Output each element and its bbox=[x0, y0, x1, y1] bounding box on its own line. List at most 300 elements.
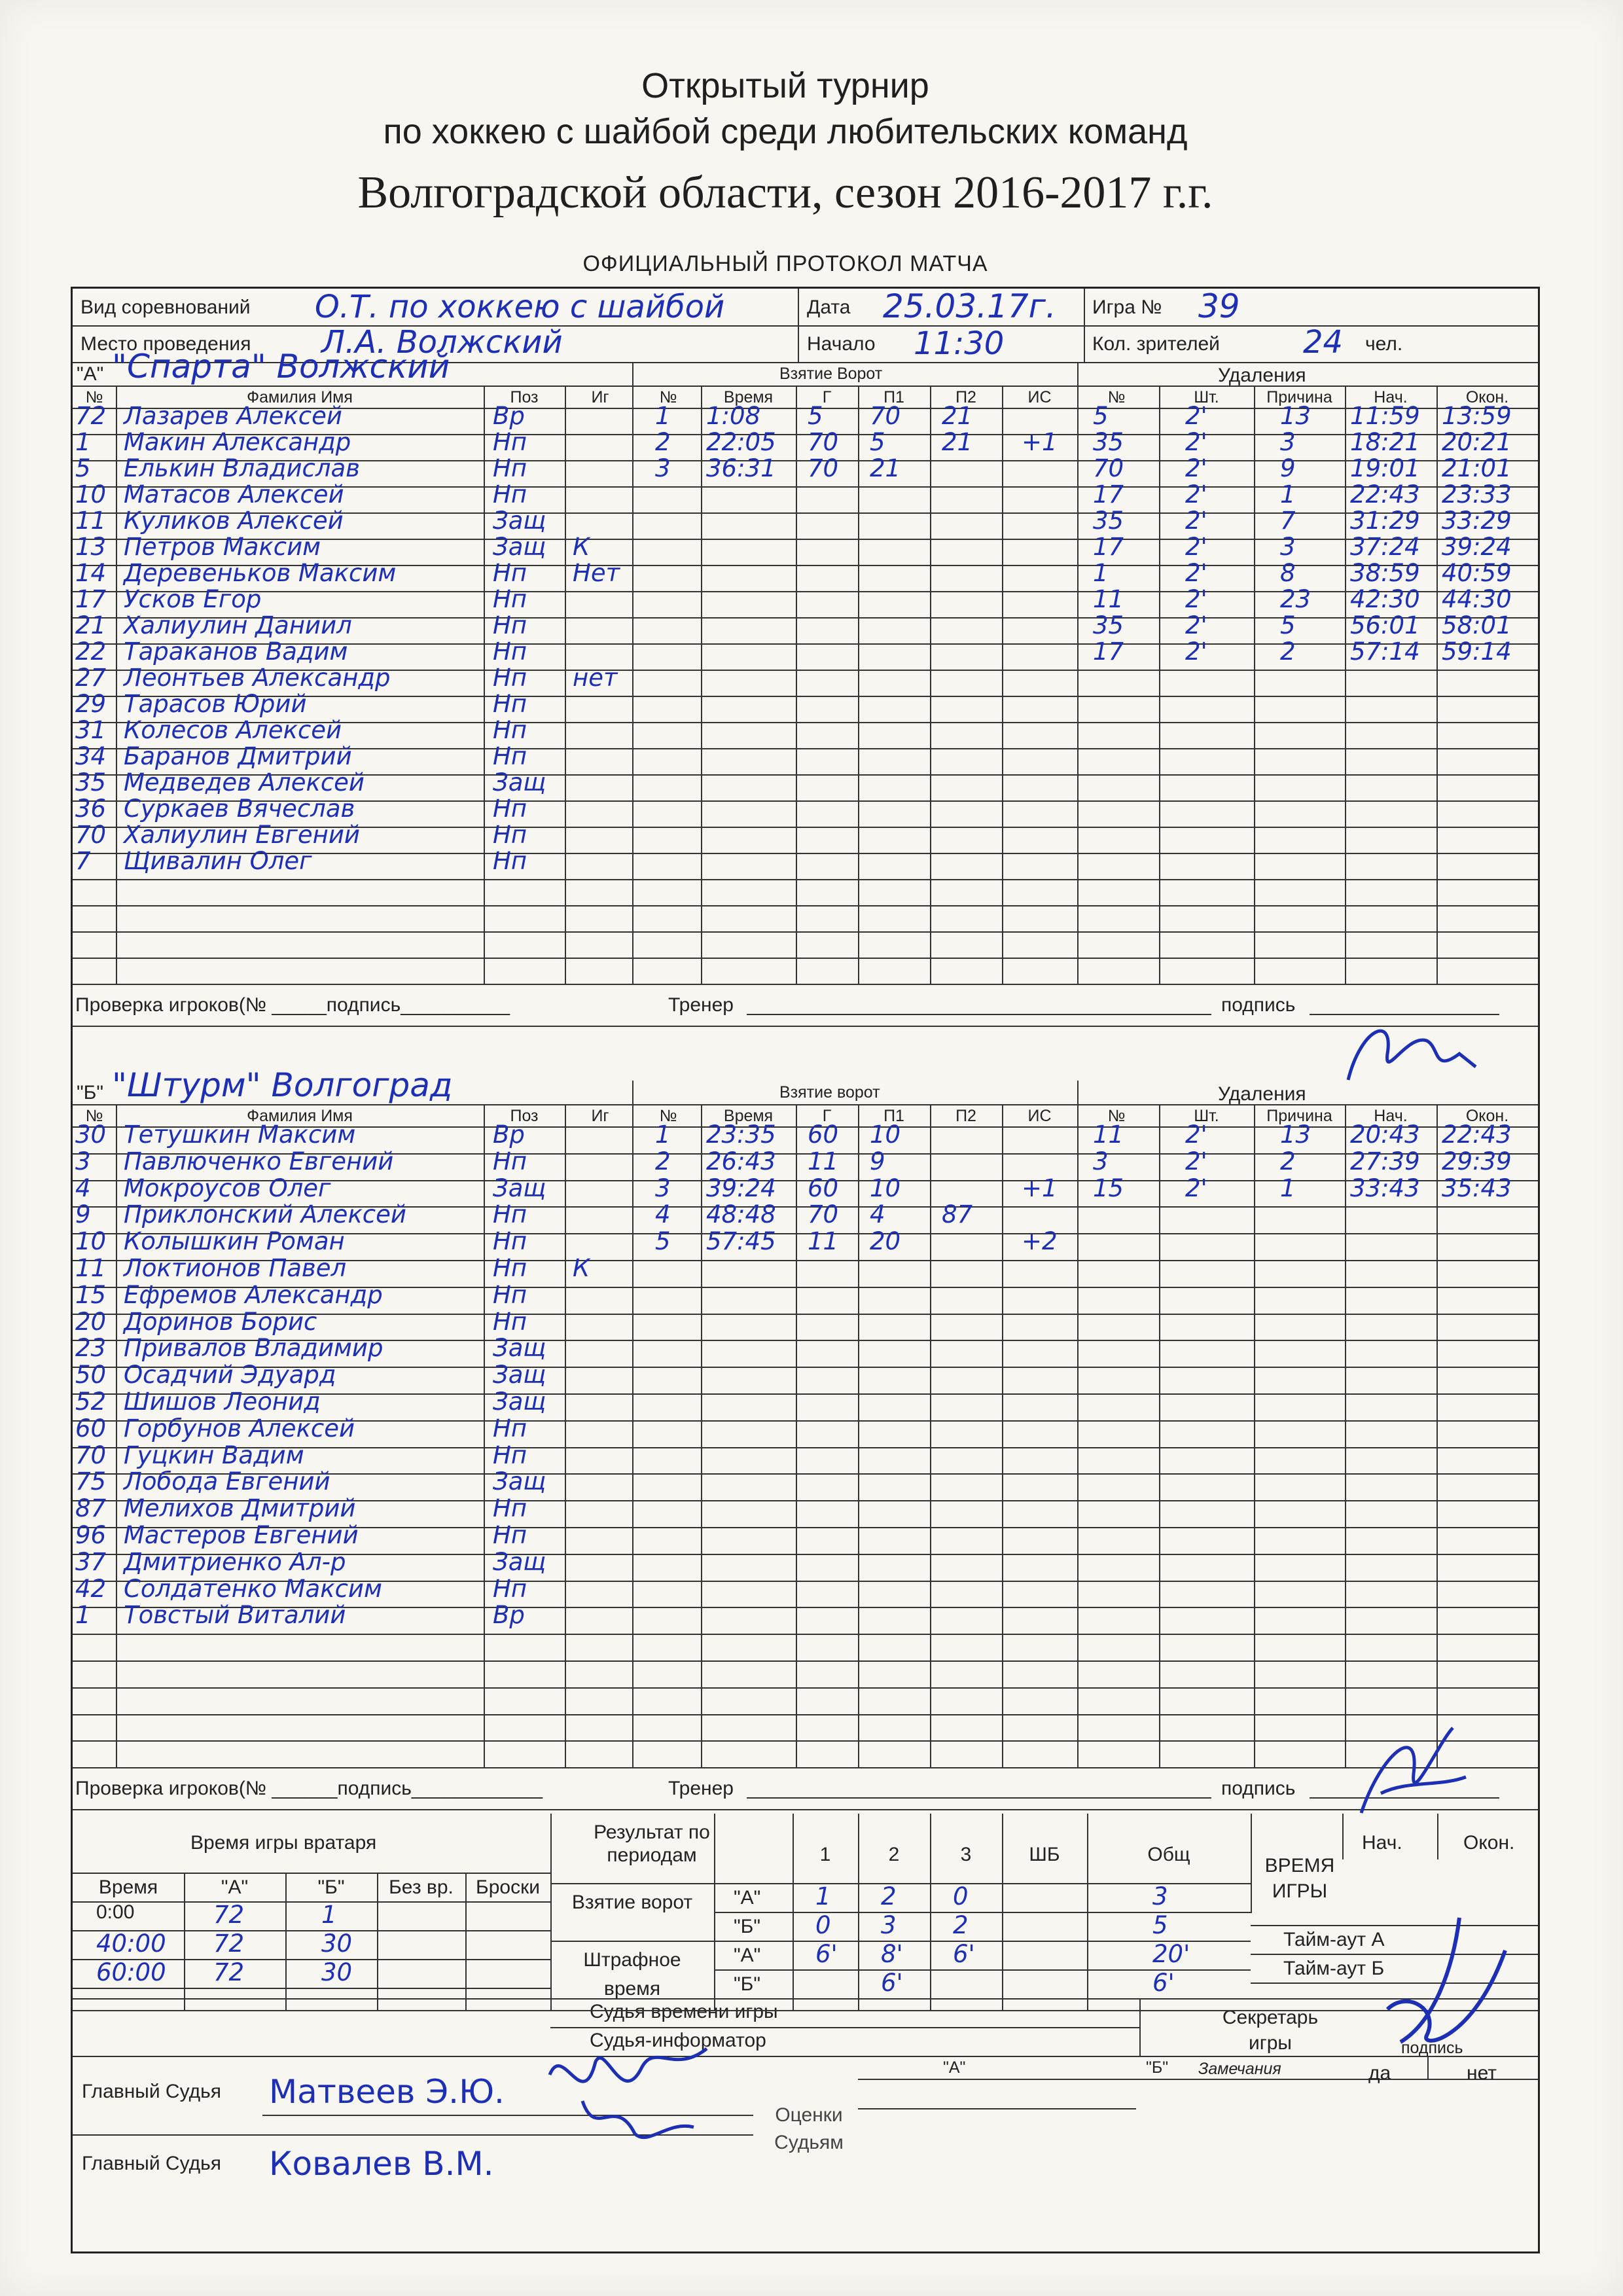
rule-line bbox=[798, 289, 799, 362]
game-label: Игра № bbox=[1092, 296, 1162, 318]
penalty-end: 35:43 bbox=[1442, 1174, 1512, 1202]
player-number: 1 bbox=[75, 428, 91, 456]
team_a-col-played: Иг bbox=[591, 388, 609, 406]
goal-number: 3 bbox=[655, 1174, 671, 1202]
player-number: 31 bbox=[75, 716, 107, 744]
date-value: 25.03.17г. bbox=[883, 287, 1056, 325]
player-number: 5 bbox=[75, 454, 91, 482]
player-mark: нет bbox=[573, 664, 618, 692]
goalie-col-header: "Б" bbox=[317, 1876, 345, 1898]
penalty-start: 37:24 bbox=[1350, 533, 1420, 561]
results-title: Результат по периодам bbox=[594, 1821, 710, 1866]
penalty-minutes: 2' bbox=[1185, 428, 1207, 456]
player-name: Осадчий Эдуард bbox=[124, 1361, 336, 1390]
player-number: 7 bbox=[75, 847, 91, 875]
team_b-col-played: Иг bbox=[591, 1107, 609, 1125]
penalty-end: 39:24 bbox=[1442, 533, 1512, 561]
player-number: 29 bbox=[75, 690, 107, 718]
goal-scorer: 60 bbox=[808, 1121, 839, 1149]
goal-scorer: 60 bbox=[808, 1174, 839, 1202]
player-name: Лазарев Алексей bbox=[124, 402, 342, 430]
player-number: 96 bbox=[75, 1521, 107, 1549]
goal-time: 48:48 bbox=[706, 1200, 776, 1229]
player-position: Нп bbox=[493, 690, 527, 718]
player-position: Защ bbox=[493, 1174, 546, 1202]
team_b-letter: "Б" bbox=[77, 1082, 103, 1103]
team_a-col-goal-g: Г bbox=[822, 388, 832, 406]
goal-time: 36:31 bbox=[706, 454, 776, 482]
penalty-minutes: 2' bbox=[1185, 402, 1207, 430]
team_a-header-line bbox=[73, 386, 1538, 387]
penalty-end: 33:29 bbox=[1442, 507, 1512, 535]
player-name: Леонтьев Александр bbox=[124, 664, 391, 692]
player-name: Матасов Алексей bbox=[124, 480, 344, 509]
penalty-reason: 3 bbox=[1280, 428, 1296, 456]
player-position: Нп bbox=[493, 821, 527, 849]
team_b-column-line bbox=[116, 1104, 117, 1767]
goal-assist-1: 5 bbox=[870, 428, 885, 456]
game-value: 39 bbox=[1198, 287, 1240, 325]
player-number: 20 bbox=[75, 1307, 107, 1336]
team_b-column-line bbox=[858, 1104, 859, 1767]
player-number: 10 bbox=[75, 1227, 107, 1256]
player-number: 14 bbox=[75, 559, 107, 587]
player-position: Нп bbox=[493, 1280, 527, 1309]
second-referee-label: Главный Судья bbox=[82, 2153, 221, 2174]
venue-label: Место проведения bbox=[80, 333, 251, 355]
secretary-label: Секретарь игры bbox=[1222, 2007, 1319, 2054]
player-name: Лобода Евгений bbox=[124, 1467, 330, 1496]
player-position: Нп bbox=[493, 795, 527, 823]
penalty-end: 23:33 bbox=[1442, 480, 1512, 509]
player-number: 21 bbox=[75, 611, 107, 639]
goal-time: 26:43 bbox=[706, 1147, 776, 1175]
rule-line bbox=[1084, 289, 1085, 362]
player-number: 22 bbox=[75, 637, 107, 666]
player-number: 1 bbox=[75, 1601, 91, 1630]
team_a-col-name: Фамилия Имя bbox=[247, 388, 353, 406]
goalie-line bbox=[73, 1873, 550, 1874]
penalty-reason: 2 bbox=[1280, 637, 1296, 666]
player-name: Мелихов Дмитрий bbox=[124, 1494, 356, 1523]
player-name: Шишов Леонид bbox=[124, 1388, 321, 1416]
period-header: 3 bbox=[960, 1844, 972, 1865]
goal-assist-1: 9 bbox=[870, 1147, 885, 1175]
team_b-col-name: Фамилия Имя bbox=[247, 1107, 353, 1125]
player-name: Медведев Алексей bbox=[124, 768, 365, 797]
protocol-title: ОФИЦИАЛЬНЫЙ ПРОТОКОЛ МАТЧА bbox=[582, 251, 988, 276]
goal-number: 1 bbox=[655, 402, 671, 430]
penalty-start: 42:30 bbox=[1350, 585, 1420, 613]
goal-number: 2 bbox=[655, 428, 671, 456]
team_b-column-line bbox=[1002, 1104, 1003, 1767]
team_b-col-goal-p2: П2 bbox=[955, 1107, 976, 1125]
penalty-end: 21:01 bbox=[1442, 454, 1512, 482]
player-name: Ефремов Александр bbox=[124, 1280, 383, 1309]
results-value: 0 bbox=[815, 1911, 831, 1939]
secretary-split bbox=[1139, 1998, 1141, 2056]
results-value: 2 bbox=[953, 1911, 969, 1939]
results-value: 6' bbox=[881, 1969, 903, 1997]
team_a-col-goal-p2: П2 bbox=[955, 388, 976, 406]
player-number: 3 bbox=[75, 1147, 91, 1175]
team_b-split-penalties bbox=[1077, 1081, 1079, 1767]
player-name: Привалов Владимир bbox=[124, 1334, 383, 1363]
player-position: Нп bbox=[493, 559, 527, 587]
goalie-team-a: 72 bbox=[213, 1958, 245, 1986]
player-name: Тетушкин Максим bbox=[124, 1121, 356, 1149]
penalty-end: 40:59 bbox=[1442, 559, 1512, 587]
goal-time: 39:24 bbox=[706, 1174, 776, 1202]
team_a-column-line bbox=[858, 386, 859, 984]
timeout-b-label: Тайм-аут Б bbox=[1283, 1958, 1385, 1979]
team_a-row-line bbox=[73, 879, 1538, 880]
spectators-value: 24 bbox=[1303, 324, 1344, 361]
goal-strength: +1 bbox=[1022, 1174, 1058, 1202]
results-value: 0 bbox=[953, 1882, 969, 1910]
penalty-reason: 5 bbox=[1280, 611, 1296, 639]
goal-time: 1:08 bbox=[706, 402, 761, 430]
team_b-footer-line bbox=[73, 1809, 1538, 1810]
player-name: Мастеров Евгений bbox=[124, 1521, 359, 1549]
team_b-col-goal-p1: П1 bbox=[883, 1107, 904, 1125]
goal-scorer: 11 bbox=[808, 1227, 839, 1256]
goalie-time-title: Время игры вратаря bbox=[190, 1832, 377, 1854]
results-value: 8' bbox=[881, 1940, 903, 1968]
goal-number: 4 bbox=[655, 1200, 671, 1229]
remarks-yes: да bbox=[1368, 2062, 1391, 2084]
goalie-time-mark: 60:00 bbox=[96, 1958, 166, 1986]
goalie-line bbox=[73, 1901, 550, 1903]
team_b-row-line bbox=[73, 1714, 1538, 1715]
player-mark: Нет bbox=[573, 559, 620, 587]
player-name: Павлюченко Евгений bbox=[124, 1147, 394, 1175]
penalty-reason: 13 bbox=[1280, 1121, 1311, 1149]
player-name: Колесов Алексей bbox=[124, 716, 342, 744]
player-name: Колышкин Роман bbox=[124, 1227, 345, 1256]
team_b-col-pen-reason: Причина bbox=[1266, 1107, 1332, 1125]
team_b-column-line bbox=[1345, 1104, 1346, 1767]
penalty-minutes: 2' bbox=[1185, 533, 1207, 561]
penalty-end: 20:21 bbox=[1442, 428, 1512, 456]
team_b-goals-header: Взятие ворот bbox=[779, 1083, 880, 1102]
player-position: Защ bbox=[493, 1467, 546, 1496]
player-name: Солдатенко Максим bbox=[124, 1574, 382, 1603]
penalty-minutes: 2' bbox=[1185, 1147, 1207, 1175]
remarks-no: нет bbox=[1467, 2062, 1497, 2084]
player-name: Горбунов Алексей bbox=[124, 1414, 355, 1443]
goal-assist-1: 4 bbox=[870, 1200, 885, 1229]
penalty-reason: 2 bbox=[1280, 1147, 1296, 1175]
team_b-col-pen-min: Шт. bbox=[1194, 1107, 1219, 1125]
team_a-col-pos: Поз bbox=[510, 388, 539, 406]
penalty-minutes: 2' bbox=[1185, 637, 1207, 666]
penalty-reason: 9 bbox=[1280, 454, 1296, 482]
penalty-player: 70 bbox=[1093, 454, 1124, 482]
penalty-end: 13:59 bbox=[1442, 402, 1512, 430]
player-position: Защ bbox=[493, 533, 546, 561]
team_b-col-goal-g: Г bbox=[822, 1107, 832, 1125]
team_b-coach-underline bbox=[747, 1797, 1211, 1799]
player-number: 72 bbox=[75, 402, 107, 430]
team_a-col-pen-start: Нач. bbox=[1374, 388, 1408, 406]
penalty-minutes: 2' bbox=[1185, 611, 1207, 639]
penalty-player: 17 bbox=[1093, 480, 1124, 509]
player-position: Защ bbox=[493, 1547, 546, 1576]
penalty-reason: 8 bbox=[1280, 559, 1296, 587]
player-position: Нп bbox=[493, 1200, 527, 1229]
penalty-player: 11 bbox=[1093, 585, 1124, 613]
team_b-column-line bbox=[1436, 1104, 1438, 1767]
team_a-penalties-header: Удаления bbox=[1218, 365, 1306, 386]
goal-time: 23:35 bbox=[706, 1121, 776, 1149]
goalie-time-mark: 0:00 bbox=[96, 1901, 135, 1923]
competition-label: Вид соревнований bbox=[80, 296, 251, 318]
team_a-column-line bbox=[116, 386, 117, 984]
team_a-row-line bbox=[73, 931, 1538, 933]
goal-scorer: 70 bbox=[808, 428, 839, 456]
player-number: 35 bbox=[75, 768, 107, 797]
goal-assist-2: 21 bbox=[942, 402, 973, 430]
player-position: Нп bbox=[493, 716, 527, 744]
team_b-col-pen-start: Нач. bbox=[1374, 1107, 1408, 1125]
results-team-label: "А" bbox=[734, 1887, 761, 1909]
team_a-column-line bbox=[1254, 386, 1255, 984]
team_a-col-goal-num: № bbox=[659, 388, 677, 406]
team_a-col-goal-time: Время bbox=[723, 388, 774, 406]
coach-b-signature bbox=[1342, 1715, 1472, 1826]
goalie-col-header: Время bbox=[98, 1876, 158, 1898]
player-name: Доринов Борис bbox=[124, 1307, 317, 1336]
team_b-penalties-header: Удаления bbox=[1218, 1083, 1306, 1105]
game-start-label: Нач. bbox=[1362, 1832, 1402, 1854]
player-position: Защ bbox=[493, 768, 546, 797]
player-name: Тарасов Юрий bbox=[124, 690, 307, 718]
player-name: Локтионов Павел bbox=[124, 1254, 347, 1282]
player-name: Приклонский Алексей bbox=[124, 1200, 406, 1229]
player-number: 13 bbox=[75, 533, 107, 561]
penalty-reason: 1 bbox=[1280, 480, 1296, 509]
player-position: Нп bbox=[493, 742, 527, 770]
penalty-player: 3 bbox=[1093, 1147, 1109, 1175]
goalie-col-header: "А" bbox=[221, 1876, 249, 1898]
game-time-label: ВРЕМЯ ИГРЫ bbox=[1264, 1855, 1335, 1902]
results-value: 1 bbox=[815, 1882, 831, 1910]
player-number: 70 bbox=[75, 821, 107, 849]
team_b-header-line bbox=[73, 1104, 1538, 1105]
team_a-players-check-label: Проверка игроков(№ _____подпись__________ bbox=[75, 994, 510, 1016]
goalie-time-mark: 40:00 bbox=[96, 1929, 166, 1958]
penalty-player: 11 bbox=[1093, 1121, 1124, 1149]
team_a-coach-underline bbox=[747, 1014, 1211, 1015]
team_a-column-line bbox=[1002, 386, 1003, 984]
goalie-team-a: 72 bbox=[213, 1929, 245, 1958]
ratings-line bbox=[858, 2108, 1136, 2109]
team_b-column-line bbox=[565, 1104, 566, 1767]
chief-referee-name: Матвеев Э.Ю. bbox=[269, 2073, 505, 2111]
penalty-player: 17 bbox=[1093, 533, 1124, 561]
player-name: Мокроусов Олег bbox=[124, 1174, 331, 1202]
officials-line bbox=[550, 2027, 1139, 2028]
team_b-col-pen-end: Окон. bbox=[1465, 1107, 1509, 1125]
penalty-start: 57:14 bbox=[1350, 637, 1420, 666]
team_a-col-pen-reason: Причина bbox=[1266, 388, 1332, 406]
team_b-row-line bbox=[73, 1767, 1538, 1768]
goals-row-label: Взятие ворот bbox=[571, 1892, 693, 1913]
results-team-label: "А" bbox=[734, 1945, 761, 1966]
player-position: Нп bbox=[493, 454, 527, 482]
goalie-team-b: 30 bbox=[321, 1958, 353, 1986]
bottom-line bbox=[73, 2010, 1538, 2011]
team_b-coach-sign-label: подпись bbox=[1221, 1778, 1296, 1800]
player-name: Дмитриенко Ал-р bbox=[124, 1547, 346, 1576]
results-line bbox=[714, 1912, 1251, 1913]
team_b-row-line bbox=[73, 1740, 1538, 1742]
player-number: 27 bbox=[75, 664, 107, 692]
team_a-split-penalties bbox=[1077, 362, 1079, 984]
informer-label: Судья-информатор bbox=[590, 2030, 766, 2051]
player-number: 11 bbox=[75, 1254, 107, 1282]
goalie-col-header: Без вр. bbox=[389, 1876, 454, 1898]
results-value: 6' bbox=[815, 1940, 838, 1968]
penalty-minutes: 2' bbox=[1185, 1174, 1207, 1202]
team_b-team-name: "Штурм" Волгоград bbox=[112, 1066, 453, 1104]
player-number: 15 bbox=[75, 1280, 107, 1309]
penalty-end: 44:30 bbox=[1442, 585, 1512, 613]
player-position: Нп bbox=[493, 1441, 527, 1469]
player-number: 36 bbox=[75, 795, 107, 823]
player-number: 23 bbox=[75, 1334, 107, 1363]
player-number: 4 bbox=[75, 1174, 91, 1202]
player-number: 87 bbox=[75, 1494, 107, 1523]
team_a-row-line bbox=[73, 984, 1538, 985]
team_a-col-pen-num: № bbox=[1107, 388, 1126, 406]
penalty-reason: 7 bbox=[1280, 507, 1296, 535]
team_a-row-line bbox=[73, 958, 1538, 959]
chief-referee-label: Главный Судья bbox=[82, 2081, 221, 2102]
ratings-col-a: "А" bbox=[943, 2058, 966, 2077]
player-position: Защ bbox=[493, 1334, 546, 1363]
team_b-col-pen-num: № bbox=[1107, 1107, 1126, 1125]
goal-assist-1: 20 bbox=[870, 1227, 901, 1256]
penalty-end: 22:43 bbox=[1442, 1121, 1512, 1149]
chief-referee-signature bbox=[543, 2036, 713, 2147]
goal-time: 22:05 bbox=[706, 428, 776, 456]
team_a-team-name: "Спарта" Волжский bbox=[112, 348, 450, 386]
player-number: 70 bbox=[75, 1441, 107, 1469]
player-position: Вр bbox=[493, 1601, 525, 1630]
goal-number: 1 bbox=[655, 1121, 671, 1149]
player-position: Вр bbox=[493, 1121, 525, 1149]
goal-scorer: 11 bbox=[808, 1147, 839, 1175]
player-position: Нп bbox=[493, 585, 527, 613]
ratings-line bbox=[858, 2079, 1538, 2080]
results-value: 3 bbox=[1152, 1882, 1168, 1910]
results-value: 20' bbox=[1152, 1940, 1190, 1968]
team_a-column-line bbox=[1436, 386, 1438, 984]
player-position: Нп bbox=[493, 1494, 527, 1523]
penalty-minutes: 2' bbox=[1185, 1121, 1207, 1149]
penalty-start: 56:01 bbox=[1350, 611, 1420, 639]
team_a-coach-sign-label: подпись bbox=[1221, 994, 1296, 1016]
team_b-players-check-label: Проверка игроков(№ ______подпись____________ bbox=[75, 1778, 543, 1800]
penalty-minutes: 2' bbox=[1185, 480, 1207, 509]
team_a-column-line bbox=[565, 386, 566, 984]
player-position: Нп bbox=[493, 1227, 527, 1256]
penalty-reason: 1 bbox=[1280, 1174, 1296, 1202]
goal-assist-1: 10 bbox=[870, 1121, 901, 1149]
penalty-player: 17 bbox=[1093, 637, 1124, 666]
penalty-start: 38:59 bbox=[1350, 559, 1420, 587]
player-position: Нп bbox=[493, 1307, 527, 1336]
player-name: Халиулин Даниил bbox=[124, 611, 352, 639]
secretary-sign-label: подпись bbox=[1401, 2039, 1463, 2057]
officials-line bbox=[73, 2056, 1538, 2057]
penalty-player: 35 bbox=[1093, 507, 1124, 535]
penalty-row-label: Штрафное время bbox=[583, 1949, 681, 2000]
penalty-player: 35 bbox=[1093, 428, 1124, 456]
second-referee-name: Ковалев В.М. bbox=[269, 2145, 494, 2183]
player-number: 42 bbox=[75, 1574, 107, 1603]
player-number: 60 bbox=[75, 1414, 107, 1443]
player-position: Защ bbox=[493, 1388, 546, 1416]
team_b-column-line bbox=[701, 1104, 702, 1767]
goalie-team-b: 30 bbox=[321, 1929, 353, 1958]
team_b-column-line bbox=[1159, 1104, 1160, 1767]
player-position: Защ bbox=[493, 1361, 546, 1390]
penalty-start: 11:59 bbox=[1350, 402, 1420, 430]
ratings-col-b: "Б" bbox=[1146, 2058, 1169, 2077]
period-header: 2 bbox=[888, 1844, 900, 1865]
team_b-split-goals bbox=[632, 1081, 633, 1767]
player-name: Халиулин Евгений bbox=[124, 821, 360, 849]
penalty-minutes: 2' bbox=[1185, 585, 1207, 613]
team_b-col-goal-is: ИС bbox=[1027, 1107, 1052, 1125]
tournament-subtitle: по хоккею с шайбой среди любительских команд bbox=[383, 112, 1188, 151]
penalty-reason: 23 bbox=[1280, 585, 1311, 613]
team_b-row-line bbox=[73, 1634, 1538, 1635]
results-value: 2 bbox=[881, 1882, 897, 1910]
team_a-goals-header: Взятие Ворот bbox=[779, 365, 883, 383]
goal-assist-1: 21 bbox=[870, 454, 901, 482]
start-value: 11:30 bbox=[914, 325, 1005, 362]
penalty-start: 33:43 bbox=[1350, 1174, 1420, 1202]
remarks-label: Замечания bbox=[1198, 2060, 1281, 2078]
penalty-start: 19:01 bbox=[1350, 454, 1420, 482]
team_a-col-goal-is: ИС bbox=[1027, 388, 1052, 406]
penalty-minutes: 2' bbox=[1185, 559, 1207, 587]
tournament-title: Открытый турнир bbox=[641, 66, 929, 105]
results-value: 3 bbox=[881, 1911, 897, 1939]
team_a-row-line bbox=[73, 591, 1538, 592]
player-number: 10 bbox=[75, 480, 107, 509]
player-position: Нп bbox=[493, 428, 527, 456]
team_b-column-line bbox=[1254, 1104, 1255, 1767]
team_b-col-pos: Поз bbox=[510, 1107, 539, 1125]
penalty-start: 20:43 bbox=[1350, 1121, 1420, 1149]
results-value: 6' bbox=[1152, 1969, 1175, 1997]
goal-strength: +1 bbox=[1022, 428, 1058, 456]
goalie-line bbox=[73, 1988, 550, 1989]
goal-number: 5 bbox=[655, 1227, 671, 1256]
player-name: Елькин Владислав bbox=[124, 454, 360, 482]
player-number: 17 bbox=[75, 585, 107, 613]
goal-scorer: 70 bbox=[808, 454, 839, 482]
player-name: Гуцкин Вадим bbox=[124, 1441, 304, 1469]
goal-scorer: 5 bbox=[808, 402, 823, 430]
player-position: Нп bbox=[493, 1521, 527, 1549]
team_a-col-pen-end: Окон. bbox=[1465, 388, 1509, 406]
